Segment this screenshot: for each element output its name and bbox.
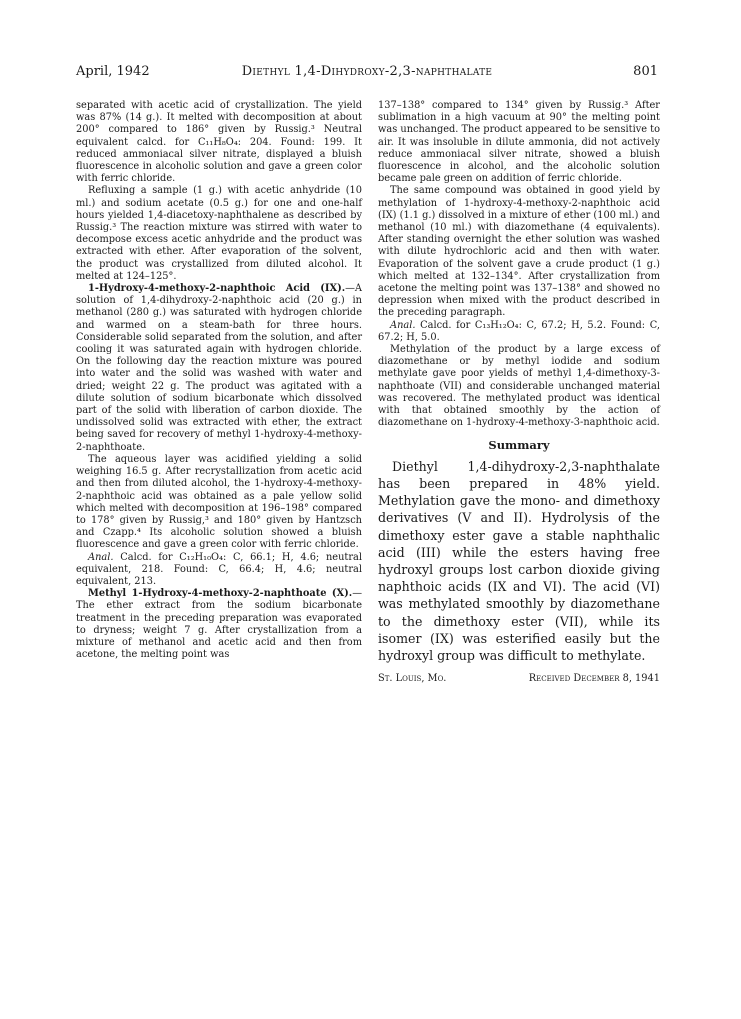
summary-text: Diethyl 1,4-dihydroxy-2,3-naphthalate has been prepared in 48% yield. Methylation gave the mono- and dimethoxy derivatives (V and II). Hydrolysis of the dimethoxy ester gave a stable naphthalic acid (III) while the esters having free hydroxyl groups lost carbon dioxide giving naphthoic acids (IX and VI). The acid (VI) was methylated smoothly by diazomethane to the dimethoxy ester (VII), while its isomer (IX) was esterified easily but the hydroxyl group was difficult to methylate.	[378, 458, 660, 663]
issue-date: April, 1942	[76, 64, 150, 79]
page-header	[76, 64, 658, 84]
paragraph: 137–138° compared to 134° given by Russig.³ After sublimation in a high vacuum at 90° the melting point was unchanged. The product appeared to be sensitive to air. It was insoluble in dilute ammonia, did not actively reduce ammoniacal silver nitrate, showed a bluish fluorescence in alcohol, and the alcoholic solution became pale green on addition of ferric chloride.	[378, 100, 660, 185]
paragraph: Methylation of the product by a large excess of diazomethane or by methyl iodide and sodium methylate gave poor yields of methyl 1,4-dimethoxy-3-naphthoate (VII) and considerable unchanged material was recovered. The methylated product was identical with that obtained smoothly by the action of diazomethane on 1-hydroxy-4-methoxy-3-naphthoic acid.	[378, 344, 660, 429]
anal-label: Anal.	[390, 319, 416, 331]
section-heading: 1-Hydroxy-4-methoxy-2-naphthoic Acid (IX).	[88, 283, 346, 295]
author-location: St. Louis, Mo.	[378, 673, 447, 685]
paragraph	[76, 588, 362, 661]
paragraph	[378, 320, 660, 344]
paragraph: The same compound was obtained in good yield by methylation of 1-hydroxy-4-methoxy-2-naphthoic acid (IX) (1.1 g.) dissolved in a mixture of ether (100 ml.) and methanol (10 ml.) with diazomethane (4 equivalents). After standing overnight the ether solution was washed with dilute hydrochloric acid and then with water. Evaporation of the solvent gave a crude product (1 g.) which melted at 132–134°. After crystallization from acetone the melting point was 137–138° and showed no depression when mixed with the product described in the preceding paragraph.	[378, 185, 660, 319]
right-column	[378, 100, 660, 687]
summary-heading: Summary	[488, 438, 550, 453]
anal-label: Anal.	[88, 551, 114, 563]
paragraph-text: —The ether extract from the sodium bicarbonate treatment in the preceding preparation was evaporated to dryness; weight 7 g. After crystallization from a mixture of methanol and acetic acid and then from acetone, the melting point was	[76, 588, 362, 661]
paragraph-text: Calcd. for C₁₂H₁₀O₄: C, 66.1; H, 4.6; neutral equivalent, 218. Found: C, 66.4; H, 4.6; neutral equivalent, 213.	[76, 551, 362, 587]
paragraph: The aqueous layer was acidified yielding a solid weighing 16.5 g. After recrystallization from acetic acid and then from diluted alcohol, the 1-hydroxy-4-methoxy-2-naphthoic acid was obtained as a pale yellow solid which melted with decomposition at 196–198° compared to 178° given by Russig,³ and 180° given by Hantzsch and Czapp.⁴ Its alcoholic solution showed a bluish fluorescence and gave a green color with ferric chloride.	[76, 453, 362, 551]
paragraph	[76, 552, 362, 589]
paragraph	[76, 283, 362, 454]
paragraph-text: —A solution of 1,4-dihydroxy-2-naphthoic acid (20 g.) in methanol (280 g.) was saturated with hydrogen chloride and warmed on a steam-bath for three hours. Considerable solid separated from the solution, and after cooling it was saturated again with hydrogen chloride. On the following day the reaction mixture was poured into water and the solid was washed with water and dried; weight 22 g. The product was agitated with a dilute solution of sodium bicarbonate which dissolved part of the solid with liberation of carbon dioxide. The undissolved solid was extracted with ether, the extract being saved for recovery of methyl 1-hydroxy-4-methoxy-2-naphthoate.	[76, 283, 362, 453]
summary-section	[378, 458, 660, 664]
page-number: 801	[633, 64, 658, 79]
left-column	[76, 100, 362, 661]
running-title: Diethyl 1,4-Dihydroxy-2,3-naphthalate	[241, 64, 493, 79]
paragraph-text: Calcd. for C₁₃H₁₂O₄: C, 67.2; H, 5.2. Found: C, 67.2; H, 5.0.	[378, 319, 660, 343]
paragraph: separated with acetic acid of crystallization. The yield was 87% (14 g.). It melted with decomposition at about 200° compared to 186° given by Russig.³ Neutral equivalent calcd. for C₁₁H₈O₄: 204. Found: 199. It reduced ammoniacal silver nitrate, displayed a bluish fluorescence in alcoholic solution and gave a green color with ferric chloride.	[76, 100, 362, 185]
paragraph: Refluxing a sample (1 g.) with acetic anhydride (10 ml.) and sodium acetate (0.5 g.) for one and one-half hours yielded 1,4-diacetoxy-naphthalene as described by Russig.³ The reaction mixture was stirred with water to decompose excess acetic anhydride and the product was extracted with ether. After evaporation of the solvent, the product was crystallized from diluted alcohol. It melted at 124–125°.	[76, 185, 362, 282]
received-date: Received December 8, 1941	[528, 673, 660, 685]
section-heading: Methyl 1-Hydroxy-4-methoxy-2-naphthoate (X).	[88, 588, 353, 600]
article-footer	[378, 673, 660, 687]
